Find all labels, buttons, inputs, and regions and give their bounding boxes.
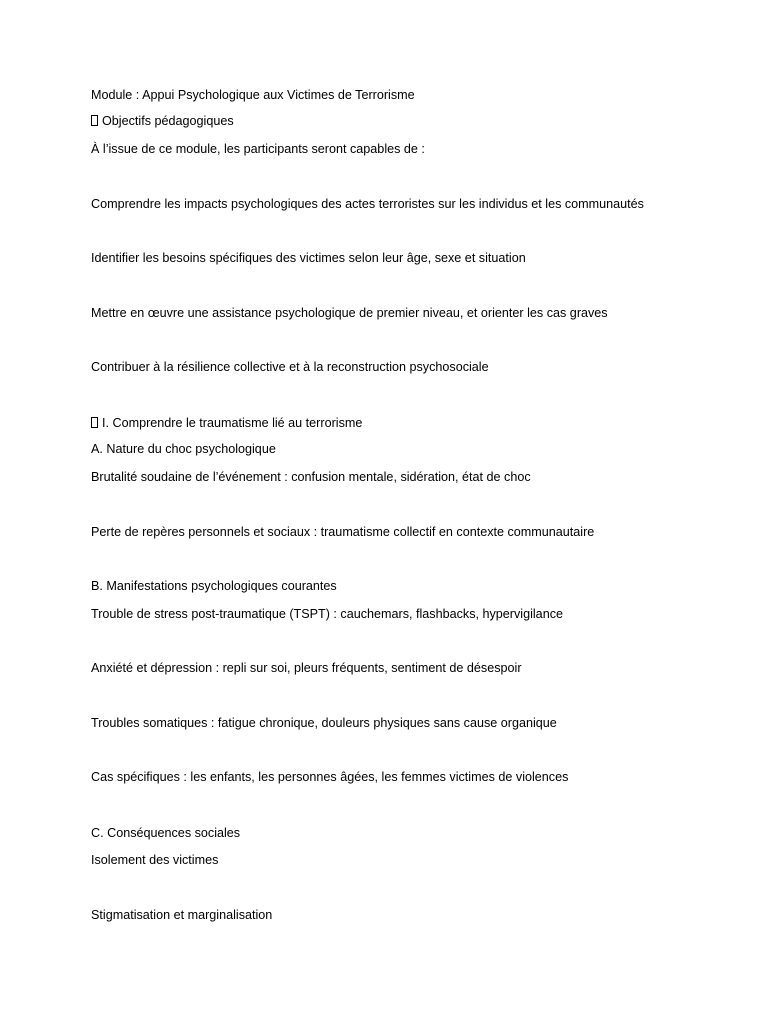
objectives-heading-line	[91, 113, 234, 129]
list-item: Stigmatisation et marginalisation	[91, 908, 273, 922]
intro-text: À l’issue de ce module, les participants seront capables de :	[91, 142, 425, 156]
list-item: Cas spécifiques : les enfants, les personnes âgées, les femmes victimes de violences	[91, 770, 569, 784]
objective-item: Mettre en œuvre une assistance psychologique de premier niveau, et orienter les cas graves	[91, 306, 608, 320]
subsection-b-heading: B. Manifestations psychologiques courantes	[91, 579, 337, 593]
list-item: Trouble de stress post-traumatique (TSPT) : cauchemars, flashbacks, hypervigilance	[91, 607, 563, 621]
section-heading: I. Comprendre le traumatisme lié au terrorisme	[102, 416, 363, 430]
list-item: Perte de repères personnels et sociaux : traumatisme collectif en contexte communautaire	[91, 525, 595, 539]
section-heading-line	[91, 415, 362, 431]
list-item: Anxiété et dépression : repli sur soi, pleurs fréquents, sentiment de désespoir	[91, 661, 522, 675]
objective-item: Comprendre les impacts psychologiques des actes terroristes sur les individus et les communautés	[91, 197, 644, 211]
list-item: Brutalité soudaine de l’événement : confusion mentale, sidération, état de choc	[91, 470, 531, 484]
document-title: Module : Appui Psychologique aux Victimes de Terrorisme	[91, 88, 415, 102]
objective-item: Identifier les besoins spécifiques des victimes selon leur âge, sexe et situation	[91, 251, 526, 265]
list-item: Troubles somatiques : fatigue chronique, douleurs physiques sans cause organique	[91, 716, 557, 730]
objective-item: Contribuer à la résilience collective et à la reconstruction psychosociale	[91, 360, 489, 374]
subsection-c-heading: C. Conséquences sociales	[91, 826, 241, 840]
objectives-heading: Objectifs pédagogiques	[102, 114, 234, 128]
missing-glyph-icon	[91, 417, 98, 428]
subsection-a-heading: A. Nature du choc psychologique	[91, 442, 276, 456]
list-item: Isolement des victimes	[91, 853, 219, 867]
missing-glyph-icon	[91, 115, 98, 126]
